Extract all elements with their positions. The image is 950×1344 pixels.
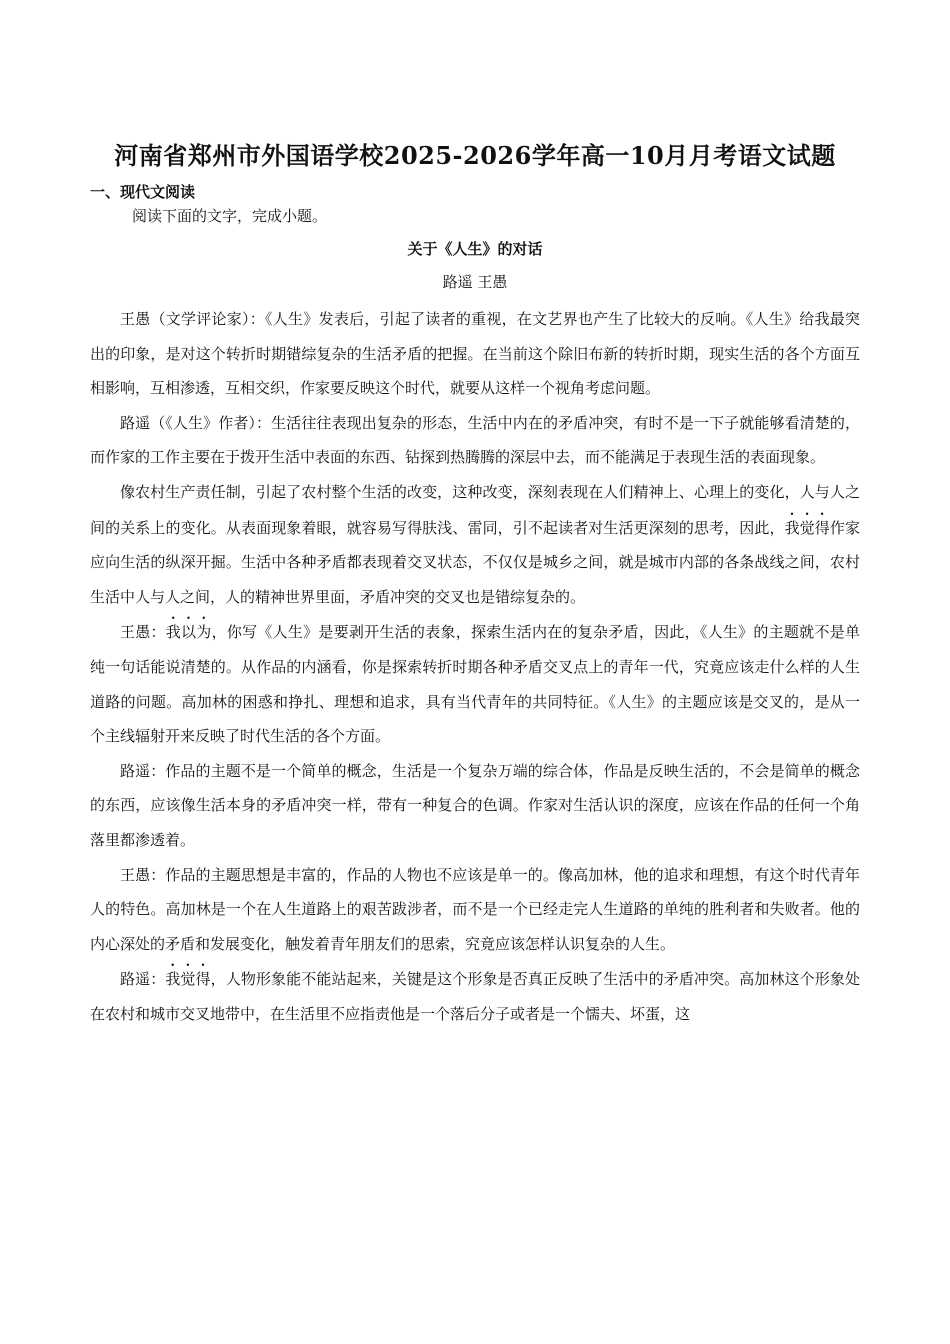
article-title: 关于《人生》的对话 [407, 240, 543, 258]
paragraph-text: 王愚： [120, 623, 166, 642]
paragraph-text: 作家应向生活的纵深开掘。生活中各种矛盾都表现着交叉状态，不仅仅是城乡之间，就是城市内部的各条战线之间，农村生活中人与人之间，人的精神世界里面，矛盾冲突的交叉也是错综复杂的。 [90, 518, 860, 606]
paragraph-lu-yao-reply [90, 406, 860, 475]
reading-instruction: 阅读下面的文字，完成小题。 [132, 207, 328, 225]
paragraph-text: ，人物形象能不能站起来，关键是这个形象是否真正反映了生活中的矛盾冲突。高加林这个形象处在农村和城市交叉地带中，在生活里不应指责他是一个落后分子或者是一个懦夫、坏蛋，这 [90, 970, 860, 1023]
emphasized-phrase: 我以为 [165, 623, 212, 642]
paragraph-text: 王愚：作品的主题思想是丰富的，作品的人物也不应该是单一的。像高加林，他的追求和理想，有这个时代青年人的特色。高加林是一个在人生道路上的艰苦跋涉者，而不是一个已经走完人生道路的单纯的胜利者和失败者。他的内心深处的矛盾和发展变化，触发着青年朋友们的思索，究竟应该怎样认识复杂的人生。 [90, 865, 860, 953]
section-heading: 一、现代文阅读 [90, 183, 196, 201]
paragraph-wang-yu-intro [90, 302, 860, 406]
paragraph-text: 王愚（文学评论家）：《人生》发表后，引起了读者的重视，在文艺界也产生了比较大的反响。《人生》给我最突出的印象，是对这个转折时期错综复杂的生活矛盾的把握。在当前这个除旧布新的转折时期，现实生活的各个方面互相影响，互相渗透，互相交织，作家要反映这个时代，就要从这样一个视角考虑问题。 [90, 310, 860, 398]
paragraph-lu-yao-theme [90, 754, 860, 858]
emphasized-phrase: 我觉得 [784, 518, 830, 537]
article-authors: 路遥 王愚 [442, 273, 508, 291]
paragraph-wang-yu-theme [90, 614, 860, 753]
emphasized-phrase: 我觉得 [165, 970, 211, 989]
paragraph-lu-yao-character [90, 961, 860, 1031]
paragraph-text: 像农村生产责任制，引起了农村整个生活的改变，这种改变，深刻表现在人们精神上、心理上的变化，人与人之间的关系上的变化。从表面现象着眼，就容易写得肤浅、雷同，引不起读者对生活更深刻的思考，因此， [90, 482, 860, 537]
paragraph-text: 路遥： [120, 970, 166, 989]
paragraph-text: 路遥（《人生》作者）：生活往往表现出复杂的形态，生活中内在的矛盾冲突，有时不是一下子就能够看清楚的，而作家的工作主要在于拨开生活中表面的东西、钻探到热腾腾的深层中去，而不能满足于表现生活的表面现象。 [90, 413, 860, 467]
paragraph-text: ，你写《人生》是要剥开生活的表象，探索生活内在的复杂矛盾，因此，《人生》的主题就不是单纯一句话能说清楚的。从作品的内涵看，你是探索转折时期各种矛盾交叉点上的青年一代，究竟应该走什么样的人生道路的问题。高加林的困惑和挣扎、理想和追求，具有当代青年的共同特征。《人生》的主题应该是交叉的，是从一个主线辐射开来反映了时代生活的各个方面。 [90, 623, 860, 746]
exam-title: 河南省郑州市外国语学校2025-2026学年高一10月月考语文试题 [114, 141, 836, 170]
paragraph-rural-reform [90, 475, 860, 614]
article-body [90, 302, 860, 1031]
paragraph-text: 路遥：作品的主题不是一个简单的概念，生活是一个复杂万端的综合体，作品是反映生活的，不会是简单的概念的东西，应该像生活本身的矛盾冲突一样，带有一种复合的色调。作家对生活认识的深度，应该在作品的任何一个角落里都渗透着。 [90, 761, 860, 849]
paragraph-wang-yu-character [90, 858, 860, 962]
